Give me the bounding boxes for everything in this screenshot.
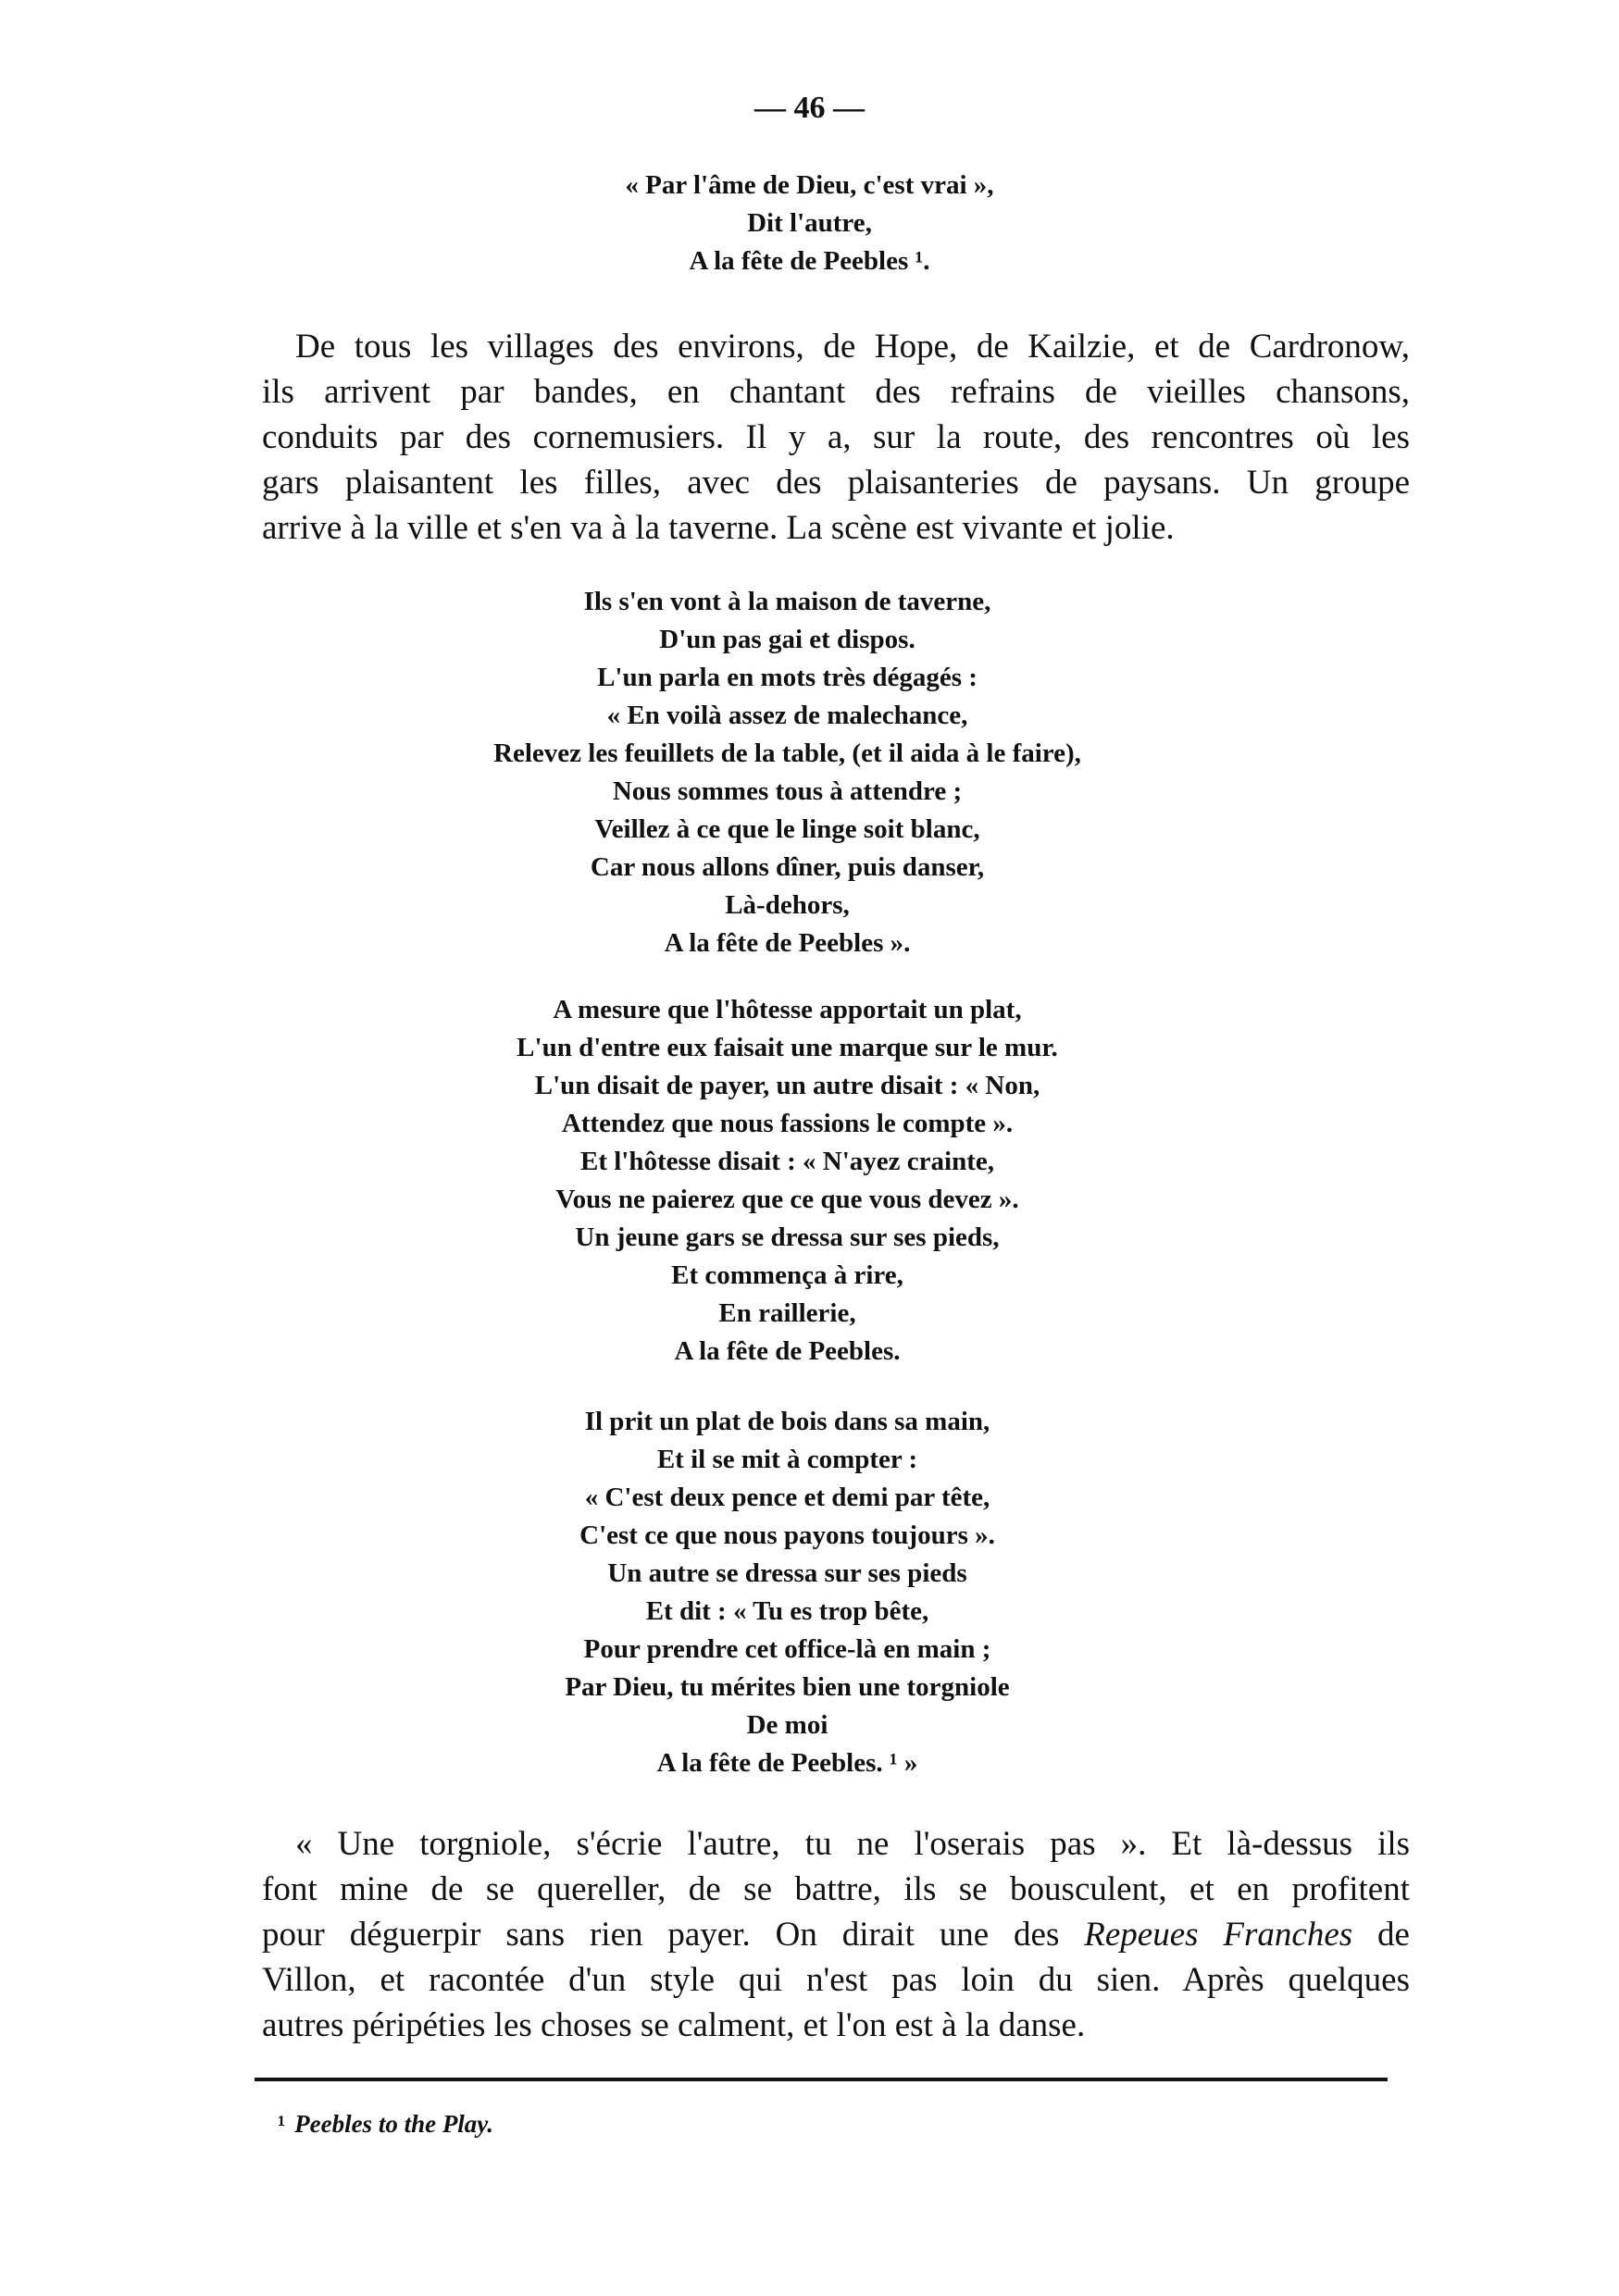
paragraph-line: conduits par des cornemusiers. Il y a, sur la route, des rencontres où les bbox=[262, 418, 1410, 456]
verse-line: « En voilà assez de malechance, bbox=[606, 701, 968, 730]
verse-line: De moi bbox=[746, 1710, 828, 1740]
verse-stanza-3 bbox=[0, 991, 1597, 1371]
verse-line: A mesure que l'hôtesse apportait un plat, bbox=[553, 995, 1022, 1024]
verse-line: D'un pas gai et dispos. bbox=[659, 625, 915, 654]
footnote-divider bbox=[255, 2078, 1388, 2081]
paragraph-line: gars plaisantent les filles, avec des plaisanteries de paysans. Un groupe bbox=[262, 464, 1410, 502]
verse-line: Car nous allons dîner, puis danser, bbox=[590, 852, 985, 882]
paragraph-2 bbox=[262, 1821, 1410, 2048]
verse-line: Vous ne paierez que ce que vous devez ». bbox=[555, 1185, 1019, 1214]
verse-line: Et commença à rire, bbox=[671, 1260, 903, 1290]
verse-line: A la fête de Peebles ». bbox=[664, 928, 911, 958]
text-run: pour déguerpir sans rien payer. On dirait une des bbox=[262, 1916, 1085, 1954]
footnote-text: Peebles to the Play. bbox=[294, 2110, 494, 2138]
verse-line: L'un d'entre eux faisait une marque sur le mur. bbox=[517, 1033, 1058, 1062]
verse-line: L'un parla en mots très dégagés : bbox=[597, 663, 978, 692]
verse-line: A la fête de Peebles ¹. bbox=[689, 246, 930, 276]
verse-line: « Par l'âme de Dieu, c'est vrai », bbox=[625, 170, 994, 200]
verse-line: Par Dieu, tu mérites bien une torgniole bbox=[565, 1672, 1010, 1702]
verse-line: Dit l'autre, bbox=[747, 208, 872, 238]
verse-line: C'est ce que nous payons toujours ». bbox=[579, 1520, 995, 1550]
paragraph-line bbox=[262, 1912, 1410, 1957]
paragraph-line: font mine de se quereller, de se battre, ils se bousculent, et en profitent bbox=[262, 1870, 1410, 1908]
verse-line: En raillerie, bbox=[718, 1298, 856, 1328]
verse-line: « C'est deux pence et demi par tête, bbox=[584, 1483, 990, 1512]
paragraph-line: « Une torgniole, s'écrie l'autre, tu ne l'oserais pas ». Et là-dessus ils bbox=[295, 1825, 1410, 1863]
verse-stanza-1 bbox=[0, 167, 1619, 280]
footnote-marker: ¹ bbox=[278, 2110, 286, 2138]
verse-line: Et dit : « Tu es trop bête, bbox=[645, 1596, 929, 1626]
verse-line: Ils s'en vont à la maison de taverne, bbox=[583, 587, 991, 616]
paragraph-line: autres péripéties les choses se calment, et l'on est à la danse. bbox=[262, 2006, 1086, 2044]
verse-line: Pour prendre cet office-là en main ; bbox=[583, 1634, 991, 1664]
verse-line: A la fête de Peebles. ¹ » bbox=[656, 1748, 918, 1778]
verse-line: Relevez les feuillets de la table, (et il aida à le faire), bbox=[493, 738, 1081, 768]
verse-stanza-4 bbox=[0, 1403, 1597, 1782]
verse-line: A la fête de Peebles. bbox=[674, 1336, 901, 1366]
paragraph-1 bbox=[262, 324, 1410, 551]
verse-line: L'un disait de payer, un autre disait : « Non, bbox=[534, 1071, 1040, 1100]
paragraph-line: arrive à la ville et s'en va à la taverne. La scène est vivante et jolie. bbox=[262, 509, 1175, 547]
italic-title: Repeues Franches bbox=[1084, 1916, 1353, 1954]
footnote bbox=[278, 2110, 493, 2139]
verse-line: Un autre se dressa sur ses pieds bbox=[607, 1558, 967, 1588]
verse-line: Et il se mit à compter : bbox=[656, 1445, 918, 1474]
verse-line: Il prit un plat de bois dans sa main, bbox=[584, 1407, 990, 1436]
paragraph-line: Villon, et racontée d'un style qui n'est pas loin du sien. Après quelques bbox=[262, 1961, 1410, 1999]
paragraph-line: De tous les villages des environs, de Hope, de Kailzie, et de Cardronow, bbox=[295, 328, 1410, 366]
verse-stanza-2 bbox=[0, 583, 1597, 962]
text-run: de bbox=[1352, 1916, 1410, 1954]
verse-line: Nous sommes tous à attendre ; bbox=[612, 776, 963, 806]
verse-line: Veillez à ce que le linge soit blanc, bbox=[594, 814, 980, 844]
verse-line: Et l'hôtesse disait : « N'ayez crainte, bbox=[579, 1147, 994, 1176]
paragraph-line: ils arrivent par bandes, en chantant des refrains de vieilles chansons, bbox=[262, 373, 1410, 411]
verse-line: Un jeune gars se dressa sur ses pieds, bbox=[575, 1222, 1000, 1252]
page-number: — 46 — bbox=[754, 91, 865, 125]
verse-line: Attendez que nous fassions le compte ». bbox=[561, 1109, 1014, 1138]
verse-line: Là-dehors, bbox=[725, 890, 850, 920]
